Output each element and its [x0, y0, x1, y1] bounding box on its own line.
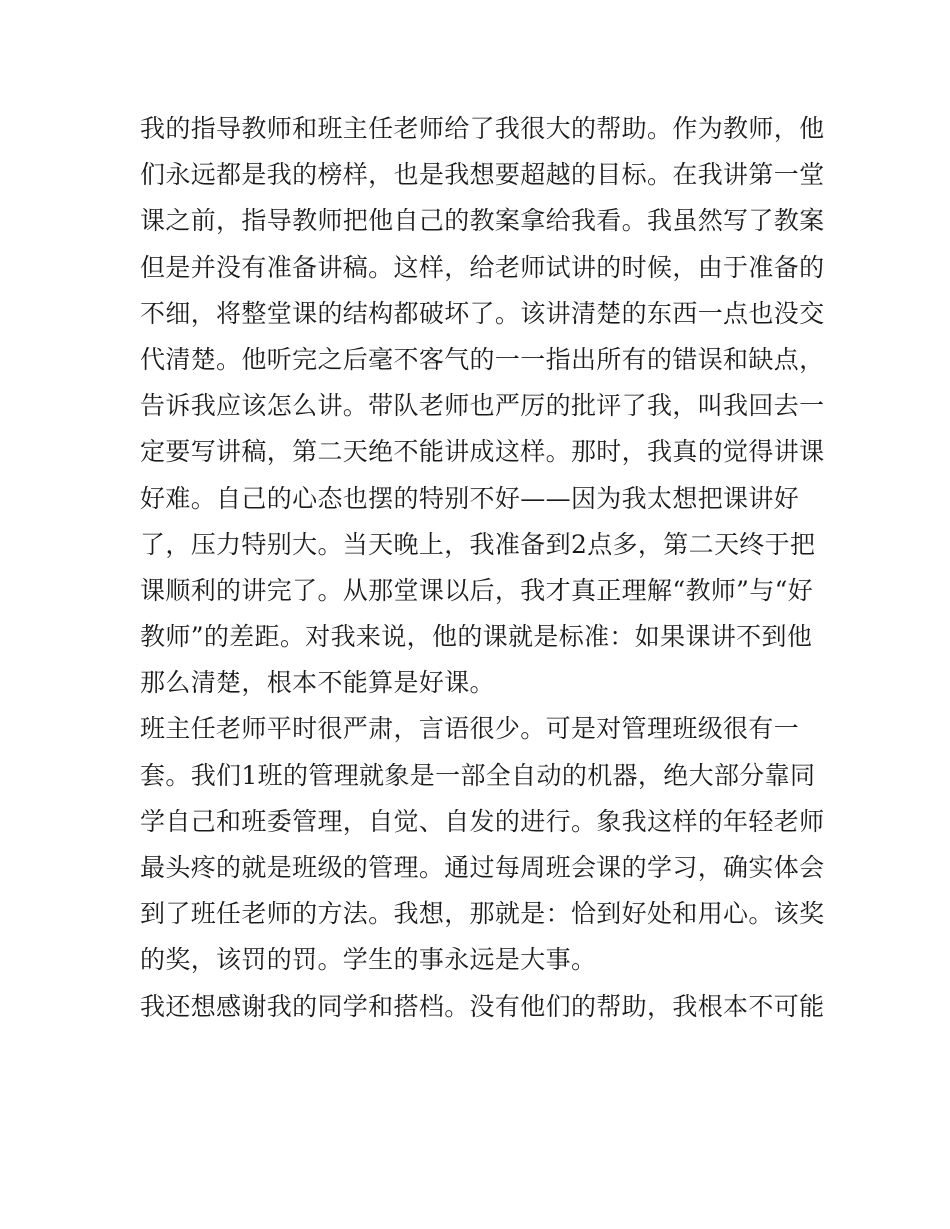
body-text [140, 106, 825, 1030]
text-line: 的奖，该罚的罚。学生的事永远是大事。 [140, 945, 597, 975]
text-line: 我的指导教师和班主任老师给了我很大的帮助。作为教师，他 [140, 114, 825, 143]
text-line: 但是并没有准备讲稿。这样，给老师试讲的时候，由于准备的 [140, 252, 825, 282]
text-line: 定要写讲稿，第二天绝不能讲成这样。那时，我真的觉得讲课 [140, 437, 825, 467]
text-line: 班主任老师平时很严肃，言语很少。可是对管理班级很有一 [140, 714, 800, 744]
text-line: 告诉我应该怎么讲。带队老师也严厉的批评了我，叫我回去一 [140, 391, 825, 421]
text-line: 了，压力特别大。当天晚上，我准备到2点多，第二天终于把 [140, 529, 816, 559]
text-line: 课顺利的讲完了。从那堂课以后，我才真正理解“教师”与“好 [140, 575, 814, 605]
text-line: 最头疼的就是班级的管理。通过每周班会课的学习，确实体会 [140, 853, 825, 882]
text-line: 们永远都是我的榜样，也是我想要超越的目标。在我讲第一堂 [140, 160, 825, 190]
text-line: 课之前，指导教师把他自己的教案拿给我看。我虽然写了教案 [140, 206, 825, 236]
text-line: 代清楚。他听完之后毫不客气的一一指出所有的错误和缺点， [140, 344, 825, 374]
text-line: 那么清楚，根本不能算是好课。 [140, 668, 495, 698]
text-line: 到了班任老师的方法。我想，那就是：恰到好处和用心。该奖 [140, 899, 825, 929]
text-line: 教师”的差距。对我来说，他的课就是标准：如果课讲不到他 [140, 622, 813, 652]
text-line: 套。我们1班的管理就象是一部全自动的机器，绝大部分靠同 [140, 760, 816, 790]
text-line: 学自己和班委管理，自觉、自发的进行。象我这样的年轻老师 [140, 806, 825, 836]
text-line: 我还想感谢我的同学和搭档。没有他们的帮助，我根本不可能 [140, 991, 825, 1021]
text-line: 好难。自己的心态也摆的特别不好——因为我太想把课讲好 [140, 483, 800, 513]
text-line: 不细，将整堂课的结构都破坏了。该讲清楚的东西一点也没交 [140, 298, 825, 328]
